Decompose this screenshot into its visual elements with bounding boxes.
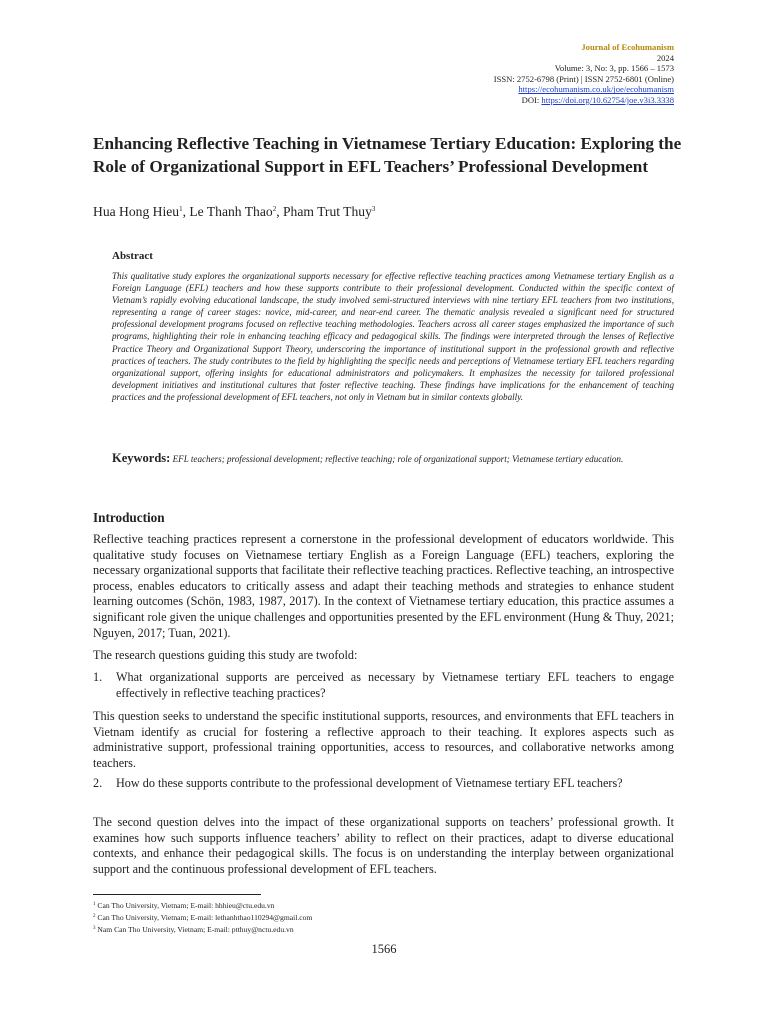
doi-link[interactable]: https://doi.org/10.62754/joe.v3i3.3338 (541, 94, 674, 105)
author-separator: , (182, 204, 190, 219)
list-item-text: What organizational supports are perceived as necessary by Vietnamese tertiary EFL teachers to engage effectively in reflective teaching practices? (116, 670, 674, 700)
footnote-divider (93, 894, 261, 895)
list-item-text: How do these supports contribute to the professional development of Vietnamese tertiary EFL teachers? (116, 776, 623, 790)
footnotes (93, 900, 312, 935)
footnote (93, 924, 312, 936)
journal-volume: Volume: 3, No: 3, pp. 1566 – 1573 (554, 63, 674, 74)
keywords-label: Keywords: (112, 451, 171, 465)
question-2-explanation: The second question delves into the impact of these organizational supports on teachers’ professional growth. It examines how such supports influence teachers’ ability to reflect on their practices, adapt to diverse educational contexts, and enhance their pedagogical skills. The focus is on understanding the interplay between organizational support and the continuous professional development of EFL teachers. (93, 815, 674, 876)
author-footnote-mark: 1 (179, 205, 183, 213)
section-heading-introduction: Introduction (93, 510, 165, 525)
keywords (112, 452, 674, 466)
footnote-mark: 2 (93, 913, 96, 919)
footnote (93, 912, 312, 924)
question-1-explanation: This question seeks to understand the specific institutional supports, resources, and environments that EFL teachers in Vietnam identify as crucial for fostering a reflective approach to their teaching. It explores aspects such as administrative support, professional training opportunities, access to resources, and collaborative networks among teachers. (93, 709, 674, 770)
footnote-text: Can Tho University, Vietnam; E-mail: lethanhthao110294@gmail.com (97, 912, 313, 922)
journal-url-link[interactable]: https://ecohumanism.co.uk/joe/ecohumanism (518, 84, 674, 95)
keywords-text: EFL teachers; professional development; reflective teaching; role of organizational support; Vietnamese tertiary education. (172, 454, 624, 464)
author-name: Hua Hong Hieu (93, 204, 180, 219)
intro-paragraph: Reflective teaching practices represent a cornerstone in the professional development of educators worldwide. This qualitative study focuses on Vietnamese tertiary English as a Foreign Language (EFL) teachers, exploring the necessary organizational supports that facilitate their reflective teaching practices. Reflective teaching, an introspective process, enables educators to critically assess and adapt their teaching methods and strategies to enhance student learning outcomes (Schön, 1983, 1987, 2017). In the context of Vietnamese tertiary education, this practice assumes a significant role given the unique challenges and opportunities presented by the EFL environment (Hung & Thuy, 2021; Nguyen, 2017; Tuan, 2021). (93, 532, 674, 640)
journal-header (494, 42, 674, 106)
author-list (93, 204, 375, 220)
footnote-mark: 3 (93, 925, 96, 931)
article-title: Enhancing Reflective Teaching in Vietnamese Tertiary Education: Exploring the Role of Organizational Support in EFL Teachers’ Professional Development (93, 134, 682, 176)
footnote-text: Can Tho University, Vietnam; E-mail: hhhieu@ctu.edu.vn (97, 901, 275, 910)
journal-issn: ISSN: 2752-6798 (Print) | ISSN 2752-6801 (Online) (493, 73, 674, 84)
author-name: Le Thanh Thao (189, 204, 273, 219)
footnote (93, 900, 312, 912)
list-number: 1. (93, 670, 103, 684)
journal-name: Journal of Ecohumanism (581, 42, 674, 52)
research-question-2 (93, 776, 674, 792)
research-questions-intro: The research questions guiding this study are twofold: (93, 648, 358, 662)
list-number: 2. (93, 776, 103, 790)
abstract-heading: Abstract (112, 250, 153, 262)
author-footnote-mark: 2 (272, 205, 277, 213)
author-separator: , (276, 204, 283, 219)
journal-year: 2024 (656, 52, 674, 63)
doi-label: DOI: (521, 94, 542, 105)
footnote-text: Nam Can Tho University, Vietnam; E-mail: ptthuy@nctu.edu.vn (97, 924, 294, 934)
page-number: 1566 (371, 942, 397, 956)
research-question-1 (93, 670, 674, 701)
author-name: Pham Trut Thuy (282, 204, 372, 219)
abstract-text: This qualitative study explores the organizational supports necessary for effective reflective teaching practices among Vietnamese tertiary English as a Foreign Language (EFL) teachers and how these supports contribute to their professional development. Conducted within the specific context of Vietnam’s rapidly evolving educational landscape, the study involved semi-structured interviews with nine tertiary EFL teachers from two institutions, representing a range of career stages: novice, mid-career, and near-end career. The thematic analysis revealed a significant need for structured professional development programs focused on reflective teaching methodologies. Teachers across all career stages emphasized the importance of such programs, highlighting their role in enhancing teaching efficacy and pedagogical skills. The findings were interpreted through the lenses of Reflective Practice Theory and Organizational Support Theory, underscoring the importance of institutional support in the professional growth and reflective practices of teachers. The study contributes to the field by highlighting the specific needs and perceptions of Vietnamese tertiary EFL teachers regarding organizational support, offering insights for educational administrators and policymakers. It emphasizes the necessity for tailored professional development initiatives and institutional cultures that foster reflective teaching. These findings have implications for the enhancement of teaching practices and the professional development of EFL teachers, not only in Vietnam but in similar contexts globally. (112, 271, 674, 402)
author-footnote-mark: 3 (371, 205, 376, 213)
footnote-mark: 1 (93, 902, 96, 907)
